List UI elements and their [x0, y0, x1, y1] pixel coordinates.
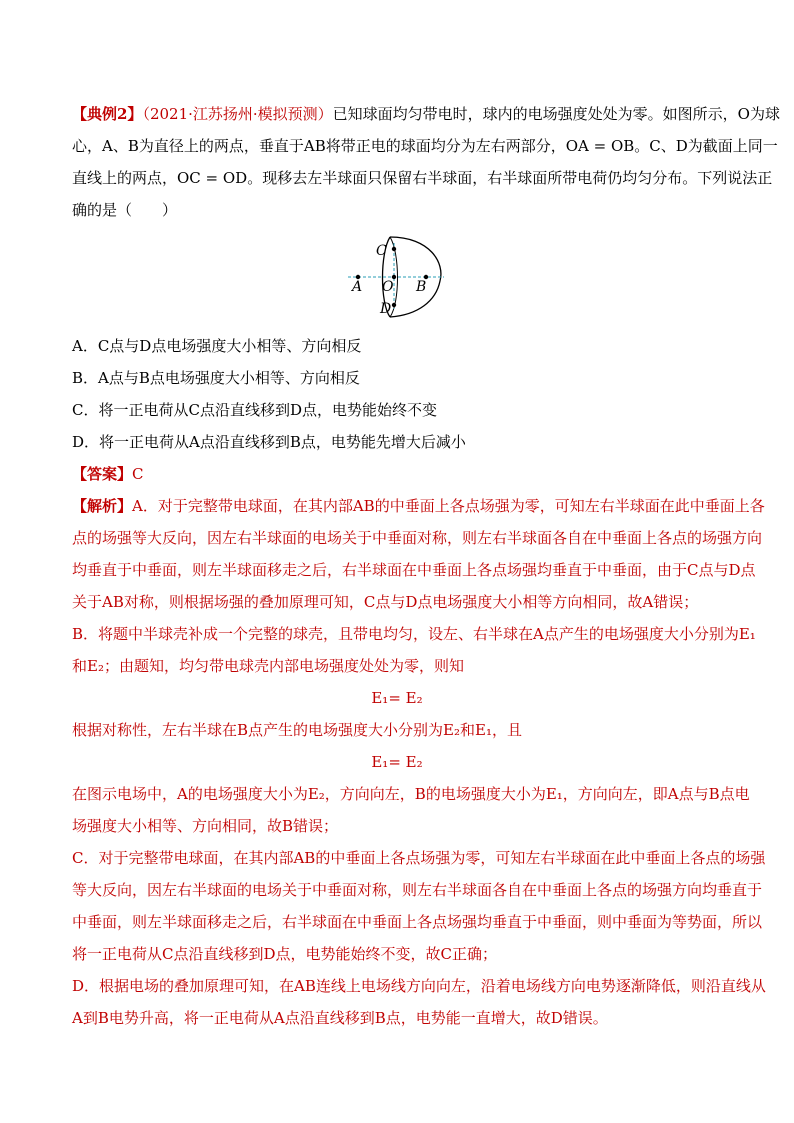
question-line-4: 确的是（ ）: [72, 201, 178, 219]
analysis-line-6: 和E₂；由题知，均匀带电球壳内部电场强度处处为零，则知: [72, 657, 464, 675]
analysis-line-8: 根据对称性，左右半球在B点产生的电场强度大小分别为E₂和E₁，且: [72, 721, 522, 739]
analysis-line-16: D．根据电场的叠加原理可知，在AB连线上电场线方向向左，沿着电场线方向电势逐渐降低，则沿直线从: [72, 977, 766, 995]
label-b: B: [416, 279, 427, 295]
answer-value: C: [132, 465, 144, 483]
analysis-line-5: B．将题中半球壳补成一个完整的球壳，且带电均匀，设左、右半球在A点产生的电场强度大小分别为E₁: [72, 625, 756, 643]
answer-label: 【答案】: [72, 465, 133, 483]
question-line-1: [72, 104, 780, 124]
analysis-line-3: 均垂直于中垂面，则左半球面移走之后，右半球面在中垂面上各点场强均垂直于中垂面，由于C点与D点: [72, 561, 756, 579]
analysis-line-2: 点的场强等大反向，因左右半球面的电场关于中垂面对称，则左右半球面各自在中垂面上各点的场强方向: [72, 529, 763, 547]
label-c: C: [376, 243, 387, 259]
analysis-line-4: 关于AB对称，则根据场强的叠加原理可知，C点与D点电场强度大小相等方向相同，故A错误；: [72, 593, 699, 611]
analysis-line-11: 场强度大小相等、方向相同，故B错误；: [72, 817, 339, 835]
label-a: A: [352, 279, 363, 295]
option-d: D．将一正电荷从A点沿直线移到B点，电势能先增大后减小: [72, 433, 466, 451]
option-a: A．C点与D点电场强度大小相等、方向相反: [72, 337, 362, 355]
analysis-line-15: 将一正电荷从C点沿直线移到D点，电势能始终不变，故C正确；: [72, 945, 497, 963]
analysis-line-12: C．对于完整带电球面，在其内部AB的中垂面上各点场强为零，可知左右半球面在此中垂面上各点的场强: [72, 849, 766, 867]
question-text: 已知球面均匀带电时，球内的电场强度处处为零。如图所示，O为球: [332, 105, 780, 123]
option-c: C．将一正电荷从C点沿直线移到D点，电势能始终不变: [72, 401, 437, 419]
point-d: [392, 303, 396, 307]
hemisphere-figure: [340, 233, 450, 323]
question-line-2: 心，A、B为直径上的两点，垂直于AB将带正电的球面均分为左右两部分，OA = OB。C、D为截面上同一: [72, 137, 778, 155]
point-c: [392, 247, 396, 251]
analysis-line-13: 等大反向，因左右半球面的电场关于中垂面对称，则左右半球面各自在中垂面上各点的场强方向均垂直于: [72, 881, 763, 899]
analysis-line-1: [72, 496, 765, 516]
question-line-3: 直线上的两点，OC = OD。现移去左半球面只保留右半球面，右半球面所带电荷仍均匀分布。下列说法正: [72, 169, 773, 187]
analysis-label: 【解析】: [72, 497, 133, 515]
analysis-text: A．对于完整带电球面，在其内部AB的中垂面上各点场强为零，可知左右半球面在此中垂面上各: [132, 497, 765, 515]
analysis-line-14: 中垂面，则左半球面移走之后，右半球面在中垂面上各点场强均垂直于中垂面，则中垂面为等势面，所以: [72, 913, 763, 931]
label-d: D: [380, 301, 392, 317]
equation-1: E₁= E₂: [371, 689, 423, 707]
analysis-line-10: 在图示电场中，A的电场强度大小为E₂，方向向左，B的电场强度大小为E₁，方向向左，即A点与B点电: [72, 785, 750, 803]
label-o: O: [382, 279, 394, 295]
equation-2: E₁= E₂: [371, 753, 423, 771]
option-b: B．A点与B点电场强度大小相等、方向相反: [72, 369, 360, 387]
question-source: （2021·江苏扬州·模拟预测）: [142, 105, 333, 123]
answer-line: [72, 464, 734, 484]
question-tag: 【典例2】: [72, 105, 143, 123]
analysis-line-17: A到B电势升高，将一正电荷从A点沿直线移到B点，电势能一直增大，故D错误。: [72, 1009, 608, 1027]
